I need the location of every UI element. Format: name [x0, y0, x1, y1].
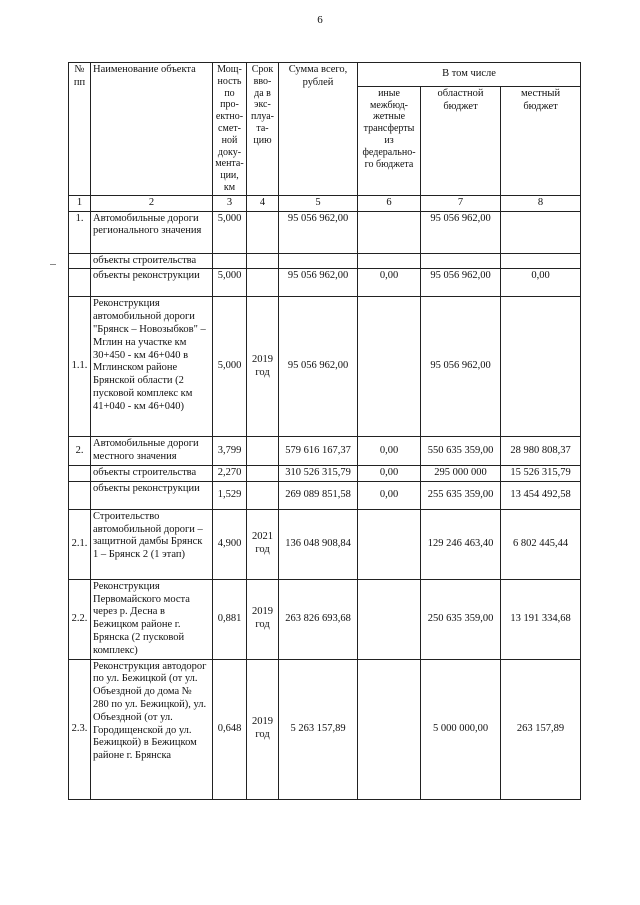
col-number: 5: [279, 195, 358, 211]
row-num: 2.1.: [69, 509, 91, 579]
col-number: 7: [421, 195, 501, 211]
row-regional: 295 000 000: [421, 465, 501, 481]
row-other: [358, 211, 421, 253]
table-row: [69, 297, 581, 437]
table-row: [69, 659, 581, 799]
header-row: [69, 63, 581, 87]
row-other: 0,00: [358, 437, 421, 466]
col-number: 3: [213, 195, 247, 211]
header-capacity: Мощ- ность по про- ектно- смет- ной доку- мента- ции, км: [213, 63, 247, 196]
row-capacity: 1,529: [213, 481, 247, 509]
row-local: 13 191 334,68: [501, 579, 581, 659]
col-number: 4: [247, 195, 279, 211]
row-num: 1.: [69, 211, 91, 253]
row-capacity: 5,000: [213, 297, 247, 437]
margin-mark: [50, 264, 56, 265]
table-row: [69, 465, 581, 481]
row-other: [358, 297, 421, 437]
row-total: 263 826 693,68: [279, 579, 358, 659]
row-term: [247, 437, 279, 466]
row-local: 15 526 315,79: [501, 465, 581, 481]
row-regional: 5 000 000,00: [421, 659, 501, 799]
row-total: 579 616 167,37: [279, 437, 358, 466]
column-numbers-row: [69, 195, 581, 211]
col-number: 1: [69, 195, 91, 211]
row-term: [247, 481, 279, 509]
row-term: [247, 269, 279, 297]
row-num: [69, 465, 91, 481]
row-term: [247, 253, 279, 269]
row-name: объекты строительства: [91, 465, 213, 481]
row-regional: 550 635 359,00: [421, 437, 501, 466]
row-other: [358, 659, 421, 799]
row-num: [69, 481, 91, 509]
row-total: 95 056 962,00: [279, 211, 358, 253]
row-name: Автомобильные дороги регионального значения: [91, 211, 213, 253]
row-local: [501, 297, 581, 437]
row-total: 269 089 851,58: [279, 481, 358, 509]
row-term: 2021 год: [247, 509, 279, 579]
row-name: объекты реконструкции: [91, 269, 213, 297]
row-name: Автомобильные дороги местного значения: [91, 437, 213, 466]
row-local: 6 802 445,44: [501, 509, 581, 579]
row-regional: 255 635 359,00: [421, 481, 501, 509]
row-total: [279, 253, 358, 269]
row-local: [501, 253, 581, 269]
row-capacity: 5,000: [213, 269, 247, 297]
row-term: 2019 год: [247, 659, 279, 799]
row-name: Реконструкция Первомайского моста через р. Десна в Бежицком районе г. Брянска (2 пусковой комплекс): [91, 579, 213, 659]
table-row: [69, 579, 581, 659]
row-capacity: [213, 253, 247, 269]
row-num: 1.1.: [69, 297, 91, 437]
row-local: 28 980 808,37: [501, 437, 581, 466]
row-term: [247, 465, 279, 481]
header-local-budget: местный бюджет: [501, 86, 581, 195]
row-local: 13 454 492,58: [501, 481, 581, 509]
table-row: [69, 481, 581, 509]
row-other: [358, 579, 421, 659]
row-num: 2.: [69, 437, 91, 466]
row-term: 2019 год: [247, 297, 279, 437]
header-regional-budget: областной бюджет: [421, 86, 501, 195]
col-number: 6: [358, 195, 421, 211]
row-regional: 250 635 359,00: [421, 579, 501, 659]
row-other: 0,00: [358, 481, 421, 509]
table-row: [69, 437, 581, 466]
row-capacity: 3,799: [213, 437, 247, 466]
col-number: 2: [91, 195, 213, 211]
objects-table: [68, 62, 581, 800]
row-total: 5 263 157,89: [279, 659, 358, 799]
row-capacity: 0,881: [213, 579, 247, 659]
row-other: 0,00: [358, 465, 421, 481]
header-total: Сумма всего, рублей: [279, 63, 358, 196]
header-term: Срок вво- да в экс- плуа- та- цию: [247, 63, 279, 196]
row-total: 95 056 962,00: [279, 297, 358, 437]
row-regional: 95 056 962,00: [421, 269, 501, 297]
row-num: 2.2.: [69, 579, 91, 659]
row-capacity: 0,648: [213, 659, 247, 799]
header-other-transfers: иные межбюд- жетные трансферты из федерально- го бюджета: [358, 86, 421, 195]
row-regional: 95 056 962,00: [421, 297, 501, 437]
header-name: Наименование объекта: [91, 63, 213, 196]
table-row: [69, 253, 581, 269]
row-name: Реконструкция автодорог по ул. Бежицкой (от ул. Объездной до дома № 280 по ул. Бежицкой), ул. Объездной (от ул. Городищенской до ул. Бежицкой) в Бежицком районе г. Брянска: [91, 659, 213, 799]
header-including: В том числе: [358, 63, 581, 87]
row-num: 2.3.: [69, 659, 91, 799]
row-capacity: 2,270: [213, 465, 247, 481]
row-regional: 95 056 962,00: [421, 211, 501, 253]
row-local: 263 157,89: [501, 659, 581, 799]
header-num: № пп: [69, 63, 91, 196]
row-regional: 129 246 463,40: [421, 509, 501, 579]
row-name: Строительство автомобильной дороги – защитной дамбы Брянск 1 – Брянск 2 (1 этап): [91, 509, 213, 579]
row-total: 95 056 962,00: [279, 269, 358, 297]
row-total: 136 048 908,84: [279, 509, 358, 579]
row-num: [69, 269, 91, 297]
row-other: [358, 509, 421, 579]
row-local: 0,00: [501, 269, 581, 297]
row-term: [247, 211, 279, 253]
row-name: объекты реконструкции: [91, 481, 213, 509]
row-capacity: 5,000: [213, 211, 247, 253]
row-other: 0,00: [358, 269, 421, 297]
table-row: [69, 211, 581, 253]
row-capacity: 4,900: [213, 509, 247, 579]
page-number: 6: [317, 14, 323, 26]
row-num: [69, 253, 91, 269]
row-regional: [421, 253, 501, 269]
table-row: [69, 509, 581, 579]
row-name: Реконструкция автомобильной дороги "Брянск – Новозыбков" – Мглин на участке км 30+450 - км 46+040 в Мглинском районе Брянской области (2 пусковой комплекс км 41+040 - км 46+040): [91, 297, 213, 437]
row-term: 2019 год: [247, 579, 279, 659]
col-number: 8: [501, 195, 581, 211]
table-row: [69, 269, 581, 297]
row-name: объекты строительства: [91, 253, 213, 269]
row-total: 310 526 315,79: [279, 465, 358, 481]
row-other: [358, 253, 421, 269]
row-local: [501, 211, 581, 253]
